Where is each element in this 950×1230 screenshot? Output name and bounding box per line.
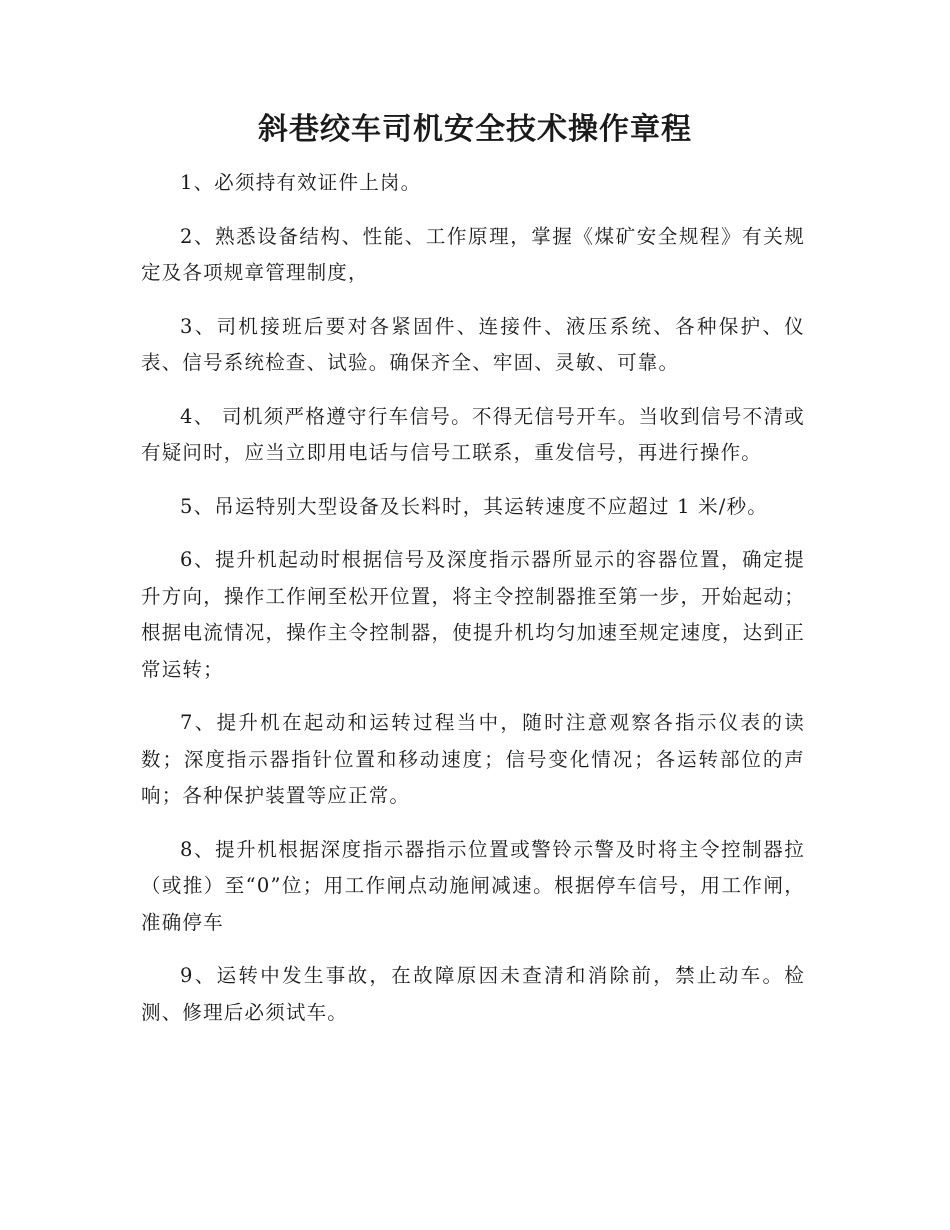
paragraph-6: 6、提升机起动时根据信号及深度指示器所显示的容器位置，确定提升方向，操作工作闸至松开位置，将主令控制器推至第一步，开始起动；根据电流情况，操作主令控制器，使提升机均匀加速至规定速度，达到正常运转； bbox=[141, 548, 805, 681]
paragraph-8: 8、提升机根据深度指示器指示位置或警铃示警及时将主令控制器拉（或推）至“0”位；用工作闸点动施闸减速。根据停车信号，用工作闸，准确停车 bbox=[141, 837, 805, 934]
document-title: 斜巷绞车司机安全技术操作章程 bbox=[258, 112, 692, 147]
paragraph-3: 3、司机接班后要对各紧固件、连接件、液压系统、各种保护、仪表、信号系统检查、试验。确保齐全、牢固、灵敏、可靠。 bbox=[141, 314, 805, 374]
paragraph-2: 2、熟悉设备结构、性能、工作原理，掌握《煤矿安全规程》有关规定及各项规章管理制度， bbox=[141, 224, 805, 284]
paragraph-9: 9、运转中发生事故，在故障原因未查清和消除前，禁止动车。检测、修理后必须试车。 bbox=[141, 964, 805, 1024]
paragraph-5: 5、吊运特别大型设备及长料时，其运转速度不应超过 1 米/秒。 bbox=[180, 494, 768, 518]
paragraph-1: 1、必须持有效证件上岗。 bbox=[180, 171, 422, 194]
paragraph-4: 4、 司机须严格遵守行车信号。不得无信号开车。当收到信号不清或有疑问时，应当立即用电话与信号工联系，重发信号，再进行操作。 bbox=[141, 404, 805, 464]
paragraph-7: 7、提升机在起动和运转过程当中，随时注意观察各指示仪表的读数；深度指示器指针位置和移动速度；信号变化情况；各运转部位的声响；各种保护装置等应正常。 bbox=[141, 711, 805, 807]
document-body bbox=[141, 165, 805, 1048]
